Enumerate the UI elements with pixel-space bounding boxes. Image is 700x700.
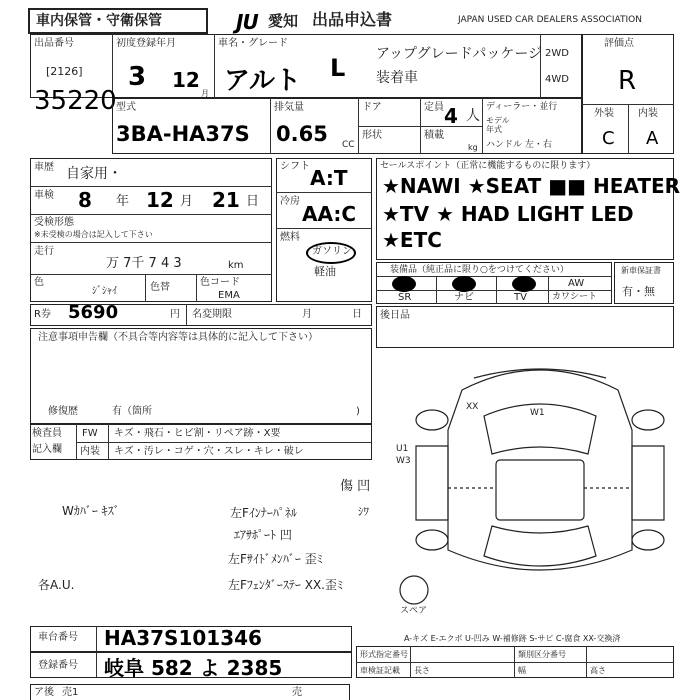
receipt-sub: ※未受検の場合は記入して下さい xyxy=(34,230,153,239)
lot-sub: [2126] xyxy=(46,65,83,78)
drive-2wd: 2WD xyxy=(545,48,569,59)
displacement-value: 0.65 xyxy=(276,122,328,146)
fuel-diesel: 軽油 xyxy=(314,265,336,278)
grade: L xyxy=(330,54,346,82)
ju-logo: JU xyxy=(236,10,258,34)
height-label: 高さ xyxy=(590,666,606,675)
last-row-cell-8: 売 xyxy=(292,687,302,698)
diagram-mark-w3: W3 xyxy=(396,456,411,466)
drive-4wd: 4WD xyxy=(545,74,569,85)
selling-points-label: セールスポイント（正常に機能するものに限ります） xyxy=(380,161,596,171)
association-name: JAPAN USED CAR DEALERS ASSOCIATION xyxy=(458,15,642,25)
load-unit: kg xyxy=(468,143,478,152)
first-reg-month: 12 xyxy=(172,68,200,92)
color-change-label: 色替 xyxy=(150,282,170,293)
selling-point-line-2: ★TV ★ HAD LIGHT LED xyxy=(382,202,634,226)
mileage-unit: km xyxy=(228,260,244,271)
score-value: R xyxy=(618,66,637,96)
shift-value: A:T xyxy=(310,166,348,190)
equipment-aw: AW xyxy=(568,278,585,289)
storage-note: 車内保管・守衛保管 xyxy=(36,13,162,29)
model-year-label: モデル年式 xyxy=(486,116,510,134)
note-top-right: 傷 凹 xyxy=(340,479,371,494)
exterior-label: 外装 xyxy=(594,108,614,119)
width-label: 幅 xyxy=(518,666,526,675)
inspector-fw-items: キズ・飛石・ヒビ割・リペア跡・X要 xyxy=(114,428,281,439)
model-name: アルト xyxy=(224,66,301,96)
first-reg-label: 初度登録年月 xyxy=(116,38,176,49)
first-reg-year: 3 xyxy=(128,62,147,92)
color-code-label: 色コード xyxy=(200,277,240,288)
reg-label: 登録番号 xyxy=(38,660,78,671)
r-yen: 円 xyxy=(170,309,180,320)
front-right-wheel xyxy=(632,410,664,430)
roof xyxy=(496,460,584,520)
rear-window xyxy=(484,526,596,566)
mileage-label: 走行 xyxy=(34,246,54,257)
interior-value: A xyxy=(646,128,659,149)
last-row-cell-0: ア後 xyxy=(34,687,54,698)
warranty-label: 新車保証書 xyxy=(621,266,661,275)
load-label: 積載 xyxy=(424,130,444,141)
chassis-label: 車台番号 xyxy=(38,632,78,643)
ac-value: AA:C xyxy=(302,202,357,226)
inspection-day: 21 xyxy=(212,188,240,212)
inspector-in-label: 内装 xyxy=(80,446,100,457)
capacity-unit: 人 xyxy=(466,108,480,124)
door-label: ドア xyxy=(362,102,382,113)
spec-label: 形式指定番号 xyxy=(360,650,408,659)
model-grade-label: 車名・グレード xyxy=(218,38,288,49)
inspection-month: 12 xyxy=(146,188,174,212)
back-item-frame xyxy=(376,306,674,348)
displacement-label: 排気量 xyxy=(274,102,304,113)
color-value: ｼﾞｼｬｲ xyxy=(92,286,117,297)
equipment-navi: ナビ xyxy=(454,292,474,303)
displacement-unit: CC xyxy=(342,140,355,150)
exterior-value: C xyxy=(602,128,615,149)
dealer-label: ディーラー・並行 xyxy=(486,102,558,112)
inspector-label-1: 検査員 xyxy=(32,428,62,439)
last-row-cell-1: 売1 xyxy=(62,687,79,698)
tv-circle-mark xyxy=(512,276,536,292)
receipt-label: 受検形態 xyxy=(34,217,74,228)
chassis-value: HA37S101346 xyxy=(104,626,262,650)
sr-circle-mark xyxy=(392,276,416,292)
lot-number: 35220 xyxy=(34,86,117,116)
color-label: 色 xyxy=(34,277,44,288)
right-side-panel xyxy=(632,446,664,520)
inspection-day-unit: 日 xyxy=(246,194,260,209)
type-label: 型式 xyxy=(116,102,136,113)
first-reg-month-unit: 月 xyxy=(201,89,209,98)
selling-point-line-1: ★NAWI ★SEAT ■■ HEATER xyxy=(382,174,681,198)
capacity-label: 定員 xyxy=(424,102,444,113)
caution-label: 注意事項申告欄（不具合等内容等は具体的に記入して下さい） xyxy=(38,332,318,343)
interior-label: 内装 xyxy=(638,108,658,119)
transfer-month: 月 xyxy=(302,309,312,320)
repair-close: ) xyxy=(356,406,360,417)
handle-label: ハンドル 左・右 xyxy=(486,140,552,150)
back-item-label: 後日品 xyxy=(380,310,410,321)
history-value: 自家用・ xyxy=(66,166,122,182)
color-code-value: EMA xyxy=(218,290,240,301)
inspection-year: 8 xyxy=(78,188,92,212)
rear-left-wheel xyxy=(416,530,448,550)
damage-legend: A-キズ E-エクボ U-凹み W-補修跡 S-サビ C-腐食 XX-交換済 xyxy=(404,634,621,643)
inspection-year-unit: 年 xyxy=(116,194,130,209)
type-value: 3BA-HA37S xyxy=(116,122,250,146)
inspection-month-unit: 月 xyxy=(180,194,194,209)
car-body-outline xyxy=(448,370,632,570)
rear-right-wheel xyxy=(632,530,664,550)
selling-point-line-3: ★ETC xyxy=(382,228,442,252)
inspector-label-2: 記入欄 xyxy=(32,444,62,455)
class-label: 類別区分番号 xyxy=(518,650,566,659)
diagram-mark-xx: XX xyxy=(466,402,479,412)
note-side: ｼﾜ xyxy=(358,505,369,518)
reg-value: 岐阜 582 よ 2385 xyxy=(104,656,283,680)
capacity-value: 4 xyxy=(444,104,458,128)
mileage-value: 万 7千 7 4 3 xyxy=(106,256,182,271)
note-line-6: 左Fﾌｪﾝﾀﾞｰｽﾃｰ XX.歪ﾐ xyxy=(228,578,343,592)
equipment-tv: TV xyxy=(514,292,527,303)
fuel-gas: ガソリン xyxy=(312,246,352,257)
front-left-wheel xyxy=(416,410,448,430)
note-line-1: Wｶﾊﾞｰ ｷｽﾞ xyxy=(62,504,120,518)
warranty-value: 有・無 xyxy=(622,285,655,298)
r-value: 5690 xyxy=(68,302,119,323)
r-label: R券 xyxy=(34,309,51,320)
dims-label: 車検証記載 xyxy=(360,666,400,675)
history-label: 車歴 xyxy=(34,162,54,173)
note-line-4: 左Fｻｲﾄﾞﾒﾝﾊﾞｰ 歪ﾐ xyxy=(228,552,323,566)
diagram-mark-w1: W1 xyxy=(530,408,545,418)
fuel-label: 燃料 xyxy=(280,232,300,243)
form-title: 出品申込書 xyxy=(312,10,393,29)
repair-label: 修復歴 xyxy=(48,406,78,417)
inspection-label: 車検 xyxy=(34,190,54,201)
ac-label: 冷房 xyxy=(280,196,300,207)
car-damage-diagram xyxy=(392,350,688,620)
inspector-fw-label: FW xyxy=(82,428,98,439)
diagram-mark-u1: U1 xyxy=(396,444,409,454)
shift-label: シフト xyxy=(280,161,310,172)
inspector-in-items: キズ・汚レ・コゲ・穴・スレ・キレ・破レ xyxy=(114,446,304,457)
transfer-day: 日 xyxy=(352,309,362,320)
note-line-5: 各A.U. xyxy=(38,578,75,592)
length-label: 長さ xyxy=(414,666,430,675)
note-line-2: 左Fｲﾝﾅｰﾊﾟﾈﾙ xyxy=(230,506,297,520)
equipment-label: 装備品（純正品に限り○をつけてください） xyxy=(390,265,569,275)
spare-label: スペア xyxy=(400,606,428,616)
package-line2: 装着車 xyxy=(376,70,418,86)
repair-value: 有（箇所 xyxy=(112,406,152,417)
spare-tire xyxy=(400,576,428,604)
shape-label: 形状 xyxy=(362,130,382,141)
transfer-label: 名変期限 xyxy=(192,309,232,320)
navi-circle-mark xyxy=(452,276,476,292)
lot-label: 出品番号 xyxy=(34,38,74,49)
equipment-carpet: カワシート xyxy=(552,292,598,302)
left-side-panel xyxy=(416,446,448,520)
note-line-3: ｴｱｻﾎﾟｰﾄ 凹 xyxy=(234,528,292,542)
package-line1: アップグレードパッケージ xyxy=(376,46,543,62)
equipment-sr: SR xyxy=(398,292,412,303)
branch-name: 愛知 xyxy=(268,12,299,30)
score-label: 評価点 xyxy=(604,38,634,49)
